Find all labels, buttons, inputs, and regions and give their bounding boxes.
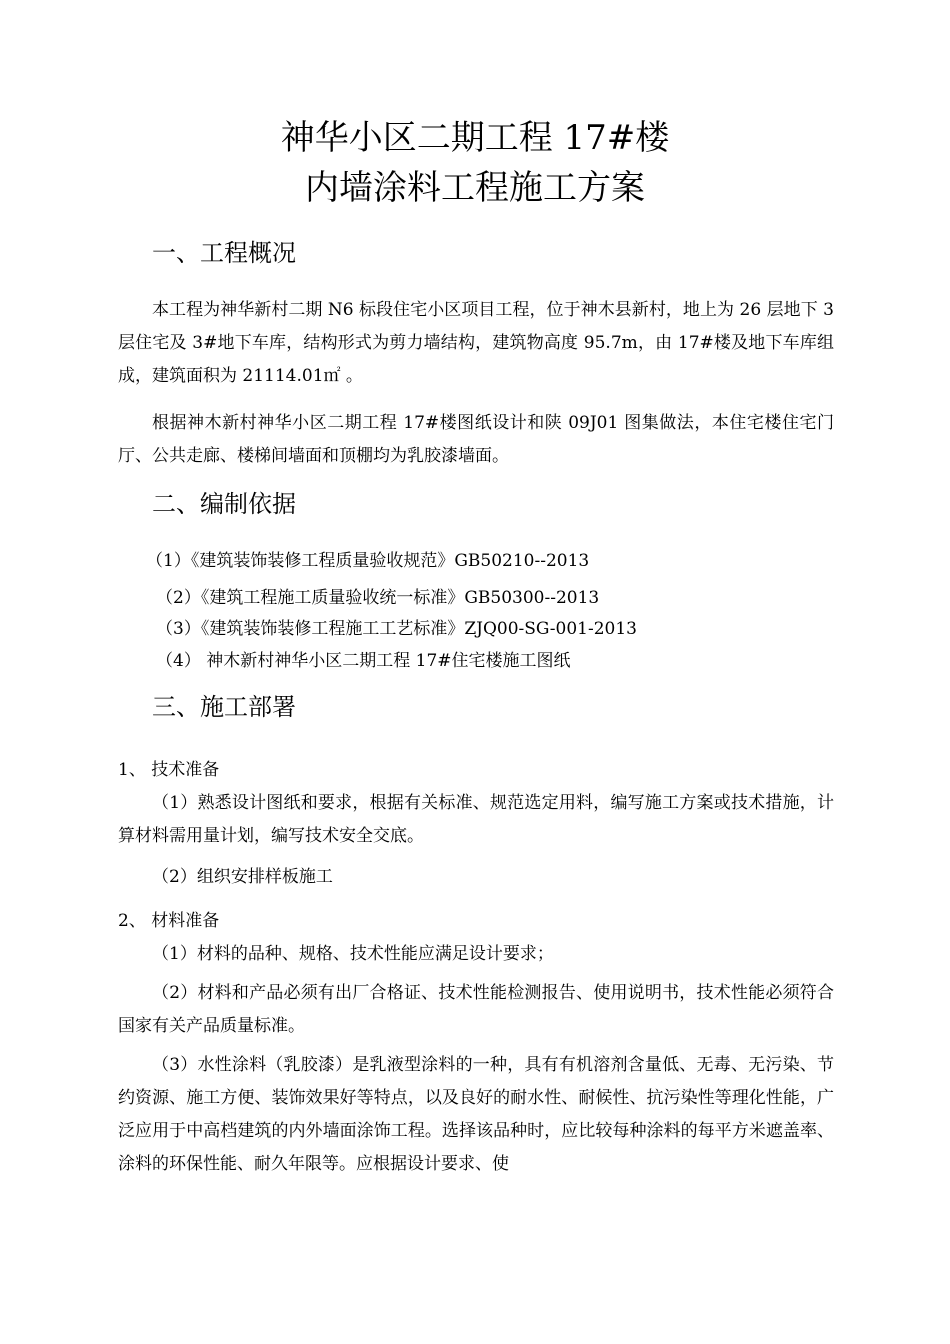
document-title-line-1: 神华小区二期工程 17#楼 [280, 118, 670, 158]
subsection-2-title: 2、 材料准备 [118, 911, 220, 931]
subsection-1-title: 1、 技术准备 [118, 760, 220, 780]
section-1-paragraph-1: 本工程为神华新村二期 N6 标段住宅小区项目工程，位于神木县新村，地上为 26 层地下 3 层住宅及 3#地下车库，结构形式为剪力墙结构，建筑物高度 95.7m，由 17#楼及地下车库组成，建筑面积为 21114.01㎡ 。 [118, 300, 834, 386]
section-3-heading: 三、施工部署 [152, 693, 296, 721]
basis-item-4: （4） 神木新村神华小区二期工程 17#住宅楼施工图纸 [156, 651, 571, 671]
document-title-line-2: 内墙涂料工程施工方案 [305, 168, 645, 208]
subsection-1-item-2: （2）组织安排样板施工 [152, 867, 333, 887]
section-1-heading: 一、工程概况 [152, 239, 296, 267]
subsection-1-item-1: （1）熟悉设计图纸和要求，根据有关标准、规范选定用料，编写施工方案或技术措施，计算材料需用量计划，编写技术安全交底。 [118, 793, 834, 846]
basis-item-2: （2）《建筑工程施工质量验收统一标准》GB50300--2013 [156, 588, 600, 608]
section-1-paragraph-2: 根据神木新村神华小区二期工程 17#楼图纸设计和陕 09J01 图集做法，本住宅楼住宅门厅、公共走廊、楼梯间墙面和顶棚均为乳胶漆墙面。 [118, 413, 834, 466]
subsection-2-item-1: （1）材料的品种、规格、技术性能应满足设计要求； [152, 944, 554, 964]
basis-item-1: （1）《建筑装饰装修工程质量验收规范》GB50210--2013 [146, 551, 590, 571]
subsection-2-item-2: （2）材料和产品必须有出厂合格证、技术性能检测报告、使用说明书，技术性能必须符合国家有关产品质量标准。 [118, 983, 834, 1036]
section-2-heading: 二、编制依据 [152, 490, 296, 518]
subsection-2-item-3: （3）水性涂料（乳胶漆）是乳液型涂料的一种，具有有机溶剂含量低、无毒、无污染、节约资源、施工方便、装饰效果好等特点，以及良好的耐水性、耐候性、抗污染性等理化性能，广泛应用于中高档建筑的内外墙面涂饰工程。选择该品种时，应比较每种涂料的每平方米遮盖率、涂料的环保性能、耐久年限等。应根据设计要求、使 [118, 1055, 834, 1174]
basis-item-3: （3）《建筑装饰装修工程施工工艺标准》ZJQ00-SG-001-2013 [156, 619, 637, 639]
